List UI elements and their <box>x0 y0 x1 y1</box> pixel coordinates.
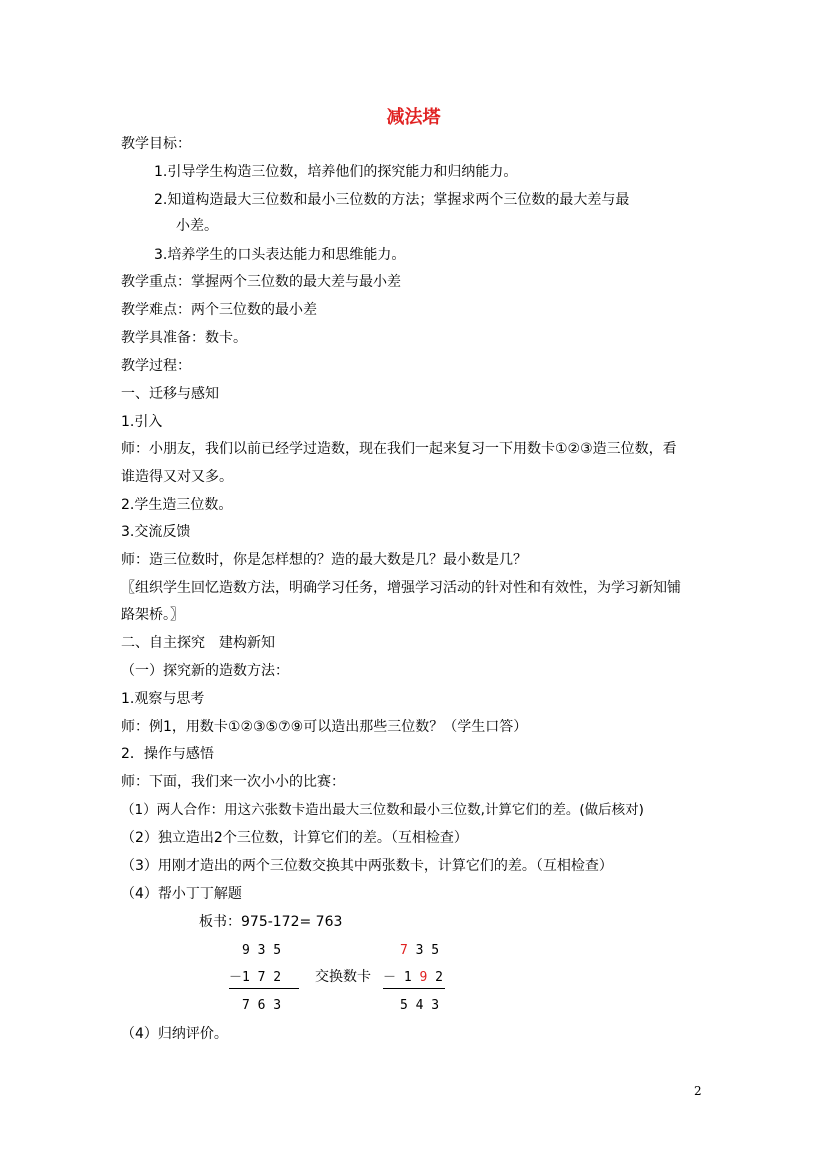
document-title: 减法塔 <box>386 107 441 128</box>
text-line: 1.引导学生构造三位数，培养他们的探究能力和归纳能力。 <box>154 164 518 180</box>
text-line: 师：下面，我们来一次小小的比赛： <box>121 774 345 790</box>
text-line: 教学难点：两个三位数的最小差 <box>121 302 317 318</box>
text-line: 1.引入 <box>121 414 163 430</box>
page-number: 2 <box>694 1084 702 1098</box>
text-line: （1）两人合作：用这六张数卡造出最大三位数和最小三位数,计算它们的差。(做后核对) <box>121 802 644 818</box>
swapped-digit: 7 <box>400 943 408 958</box>
text-line: 教学重点：掌握两个三位数的最大差与最小差 <box>121 274 401 290</box>
underline-left <box>229 988 299 989</box>
text-line: （3）用刚才造出的两个三位数交换其中两张数卡，计算它们的差。（互相检查） <box>121 858 613 874</box>
text-line: （4）帮小丁丁解题 <box>121 886 242 902</box>
subtrahend-left: －1 7 2 <box>229 970 282 985</box>
text-line: （2）独立造出2个三位数，计算它们的差。（互相检查） <box>121 830 468 846</box>
text-line: 谁造得又对又多。 <box>121 469 233 485</box>
text-line: 一、迁移与感知 <box>121 386 219 402</box>
text-line: 师：例1，用数卡①②③⑤⑦⑨可以造出那些三位数？（学生口答） <box>121 719 528 735</box>
text-line: 教学过程： <box>121 358 191 374</box>
swapped-digit: 9 <box>419 970 428 985</box>
text-line: 教学具准备：数卡。 <box>121 330 247 346</box>
text-line: 2．操作与感悟 <box>121 746 214 762</box>
text-line: 小差。 <box>176 218 218 234</box>
difference-left: 7 6 3 <box>242 998 282 1013</box>
blackboard-line: 板书：975-172= 763 <box>199 914 343 930</box>
text-line: 二、自主探究 建构新知 <box>121 635 275 651</box>
text-line: 教学目标： <box>121 136 191 152</box>
text-line: （4）归纳评价。 <box>121 1026 228 1042</box>
text-line: （一）探究新的造数方法： <box>121 663 289 679</box>
underline-right <box>383 988 445 989</box>
text-line: 师：小朋友，我们以前已经学过造数，现在我们一起来复习一下用数卡①②③造三位数，看 <box>121 441 677 457</box>
text-line: 3.交流反馈 <box>121 524 191 540</box>
subtrahend-right: － 1 9 2 <box>383 970 443 985</box>
minuend-left: 9 3 5 <box>242 943 282 958</box>
text-line: 路架桥。〗 <box>121 607 184 623</box>
swap-cards-label: 交换数卡 <box>315 969 371 985</box>
difference-right: 5 4 3 <box>400 998 440 1013</box>
text-line: 师：造三位数时，你是怎样想的？造的最大数是几？最小数是几？ <box>121 552 527 568</box>
text-line: 3.培养学生的口头表达能力和思维能力。 <box>154 247 406 263</box>
text-line: 1.观察与思考 <box>121 691 205 707</box>
text-line: 2.学生造三位数。 <box>121 497 233 513</box>
text-line: 〖组织学生回忆造数方法，明确学习任务，增强学习活动的针对性和有效性，为学习新知铺 <box>121 580 681 596</box>
text-line: 2.知道构造最大三位数和最小三位数的方法；掌握求两个三位数的最大差与最 <box>154 192 630 208</box>
minuend-right: 7 3 5 <box>400 943 440 958</box>
